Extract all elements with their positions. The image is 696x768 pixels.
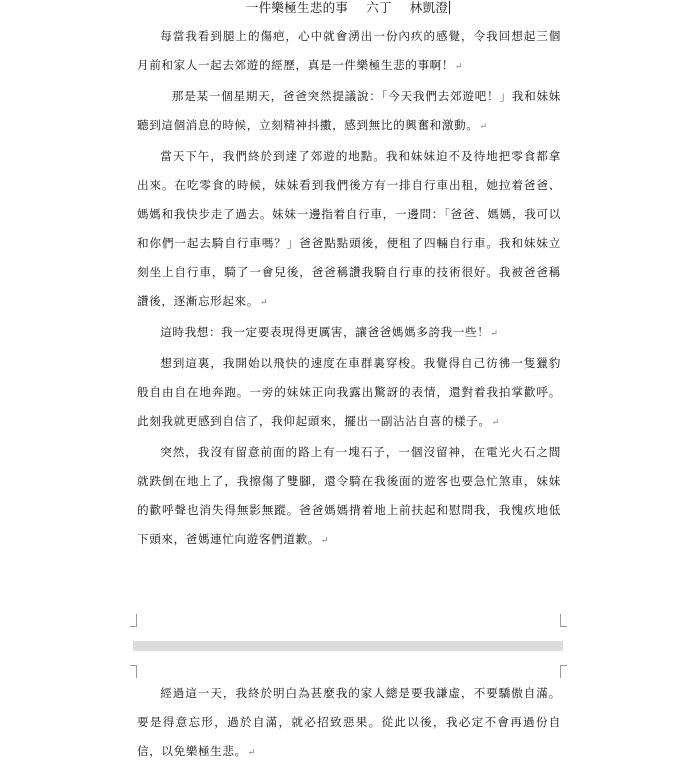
paragraph-mark-icon: ↵ bbox=[491, 418, 500, 428]
paragraph-7 bbox=[137, 679, 561, 768]
text-cursor bbox=[449, 1, 450, 14]
paragraph-2-text: 那是某一個星期天，爸爸突然提議說：「今天我們去郊遊吧！」我和妹妹聽到這個消息的時候，立刻精神抖擻，感到無比的興奮和激動。 bbox=[137, 89, 561, 132]
document-body-page-2[interactable] bbox=[137, 679, 561, 768]
page-corner-marker bbox=[560, 614, 567, 627]
page-corner-marker bbox=[130, 665, 137, 678]
paragraph-6 bbox=[137, 438, 561, 556]
paragraph-4 bbox=[137, 318, 561, 349]
document-title-line bbox=[0, 0, 696, 18]
paragraph-mark-icon: ↵ bbox=[479, 122, 488, 132]
paragraph-1 bbox=[137, 22, 561, 82]
paragraph-3 bbox=[137, 142, 561, 318]
author-name: 林凱澄 bbox=[409, 0, 449, 15]
document-body[interactable] bbox=[137, 22, 561, 556]
paragraph-6-text: 突然，我沒有留意前面的路上有一塊石子，一個沒留神，在電光火石之間就跌倒在地上了，我擦傷了雙腳，還令騎在我後面的遊客也要急忙煞車，妹妹的歡呼聲也消失得無影無蹤。爸爸媽媽揹着地上前扶起和慰問我，我愧疚地低下頭來，爸媽連忙向遊客們道歉。 bbox=[137, 445, 561, 546]
paragraph-mark-icon: ↵ bbox=[455, 62, 464, 72]
paragraph-mark-icon: ↵ bbox=[247, 748, 256, 758]
page-corner-marker bbox=[130, 614, 137, 627]
paragraph-5 bbox=[137, 349, 561, 438]
class-name: 六丁 bbox=[366, 0, 392, 15]
paragraph-5-text: 想到這裏，我開始以飛快的速度在車群裏穿梭。我覺得自己彷彿一隻獵豹般自由自在地奔跑。一旁的妹妹正向我露出驚訝的表情，還對着我拍掌歡呼。此刻我就更感到自信了，我仰起頭來，擺出一副沾沾自喜的樣子。 bbox=[137, 356, 561, 428]
paragraph-3-text: 當天下午，我們終於到達了郊遊的地點。我和妹妹迫不及待地把零食都拿出來。在吃零食的時候，妹妹看到我們後方有一排自行車出租，她拉着爸爸、媽媽和我快步走了過去。妹妹一邊指着自行車，一邊問：「爸爸、媽媽，我可以和你們一起去騎自行車嗎？」爸爸點點頭後，便租了四輛自行車。我和妹妹立刻坐上自行車，騎了一會兒後，爸爸稱讚我騎自行車的技術很好。我被爸爸稱讚後，逐漸忘形起來。 bbox=[137, 149, 561, 308]
page-corner-marker bbox=[560, 665, 567, 678]
paragraph-4-text: 這時我想：我一定要表現得更厲害，讓爸爸媽媽多誇我一些！ bbox=[160, 325, 490, 339]
page-break-gap bbox=[133, 641, 563, 651]
essay-title: 一件樂極生悲的事 bbox=[245, 0, 349, 15]
paragraph-mark-icon: ↵ bbox=[320, 536, 330, 546]
paragraph-mark-icon: ↵ bbox=[490, 329, 499, 339]
paragraph-2 bbox=[137, 82, 561, 142]
paragraph-7-text: 經過這一天，我終於明白為甚麼我的家人總是要我謙虛，不要驕傲自滿。要是得意忘形，過於自滿，就必招致惡果。從此以後，我必定不會再過份自信，以免樂極生悲。 bbox=[137, 686, 561, 758]
paragraph-mark-icon: ↵ bbox=[259, 298, 269, 308]
paragraph-1-text: 每當我看到腿上的傷疤，心中就會湧出一份內疚的感覺，令我回想起三個月前和家人一起去郊遊的經歷，真是一件樂極生悲的事啊！ bbox=[137, 29, 561, 72]
